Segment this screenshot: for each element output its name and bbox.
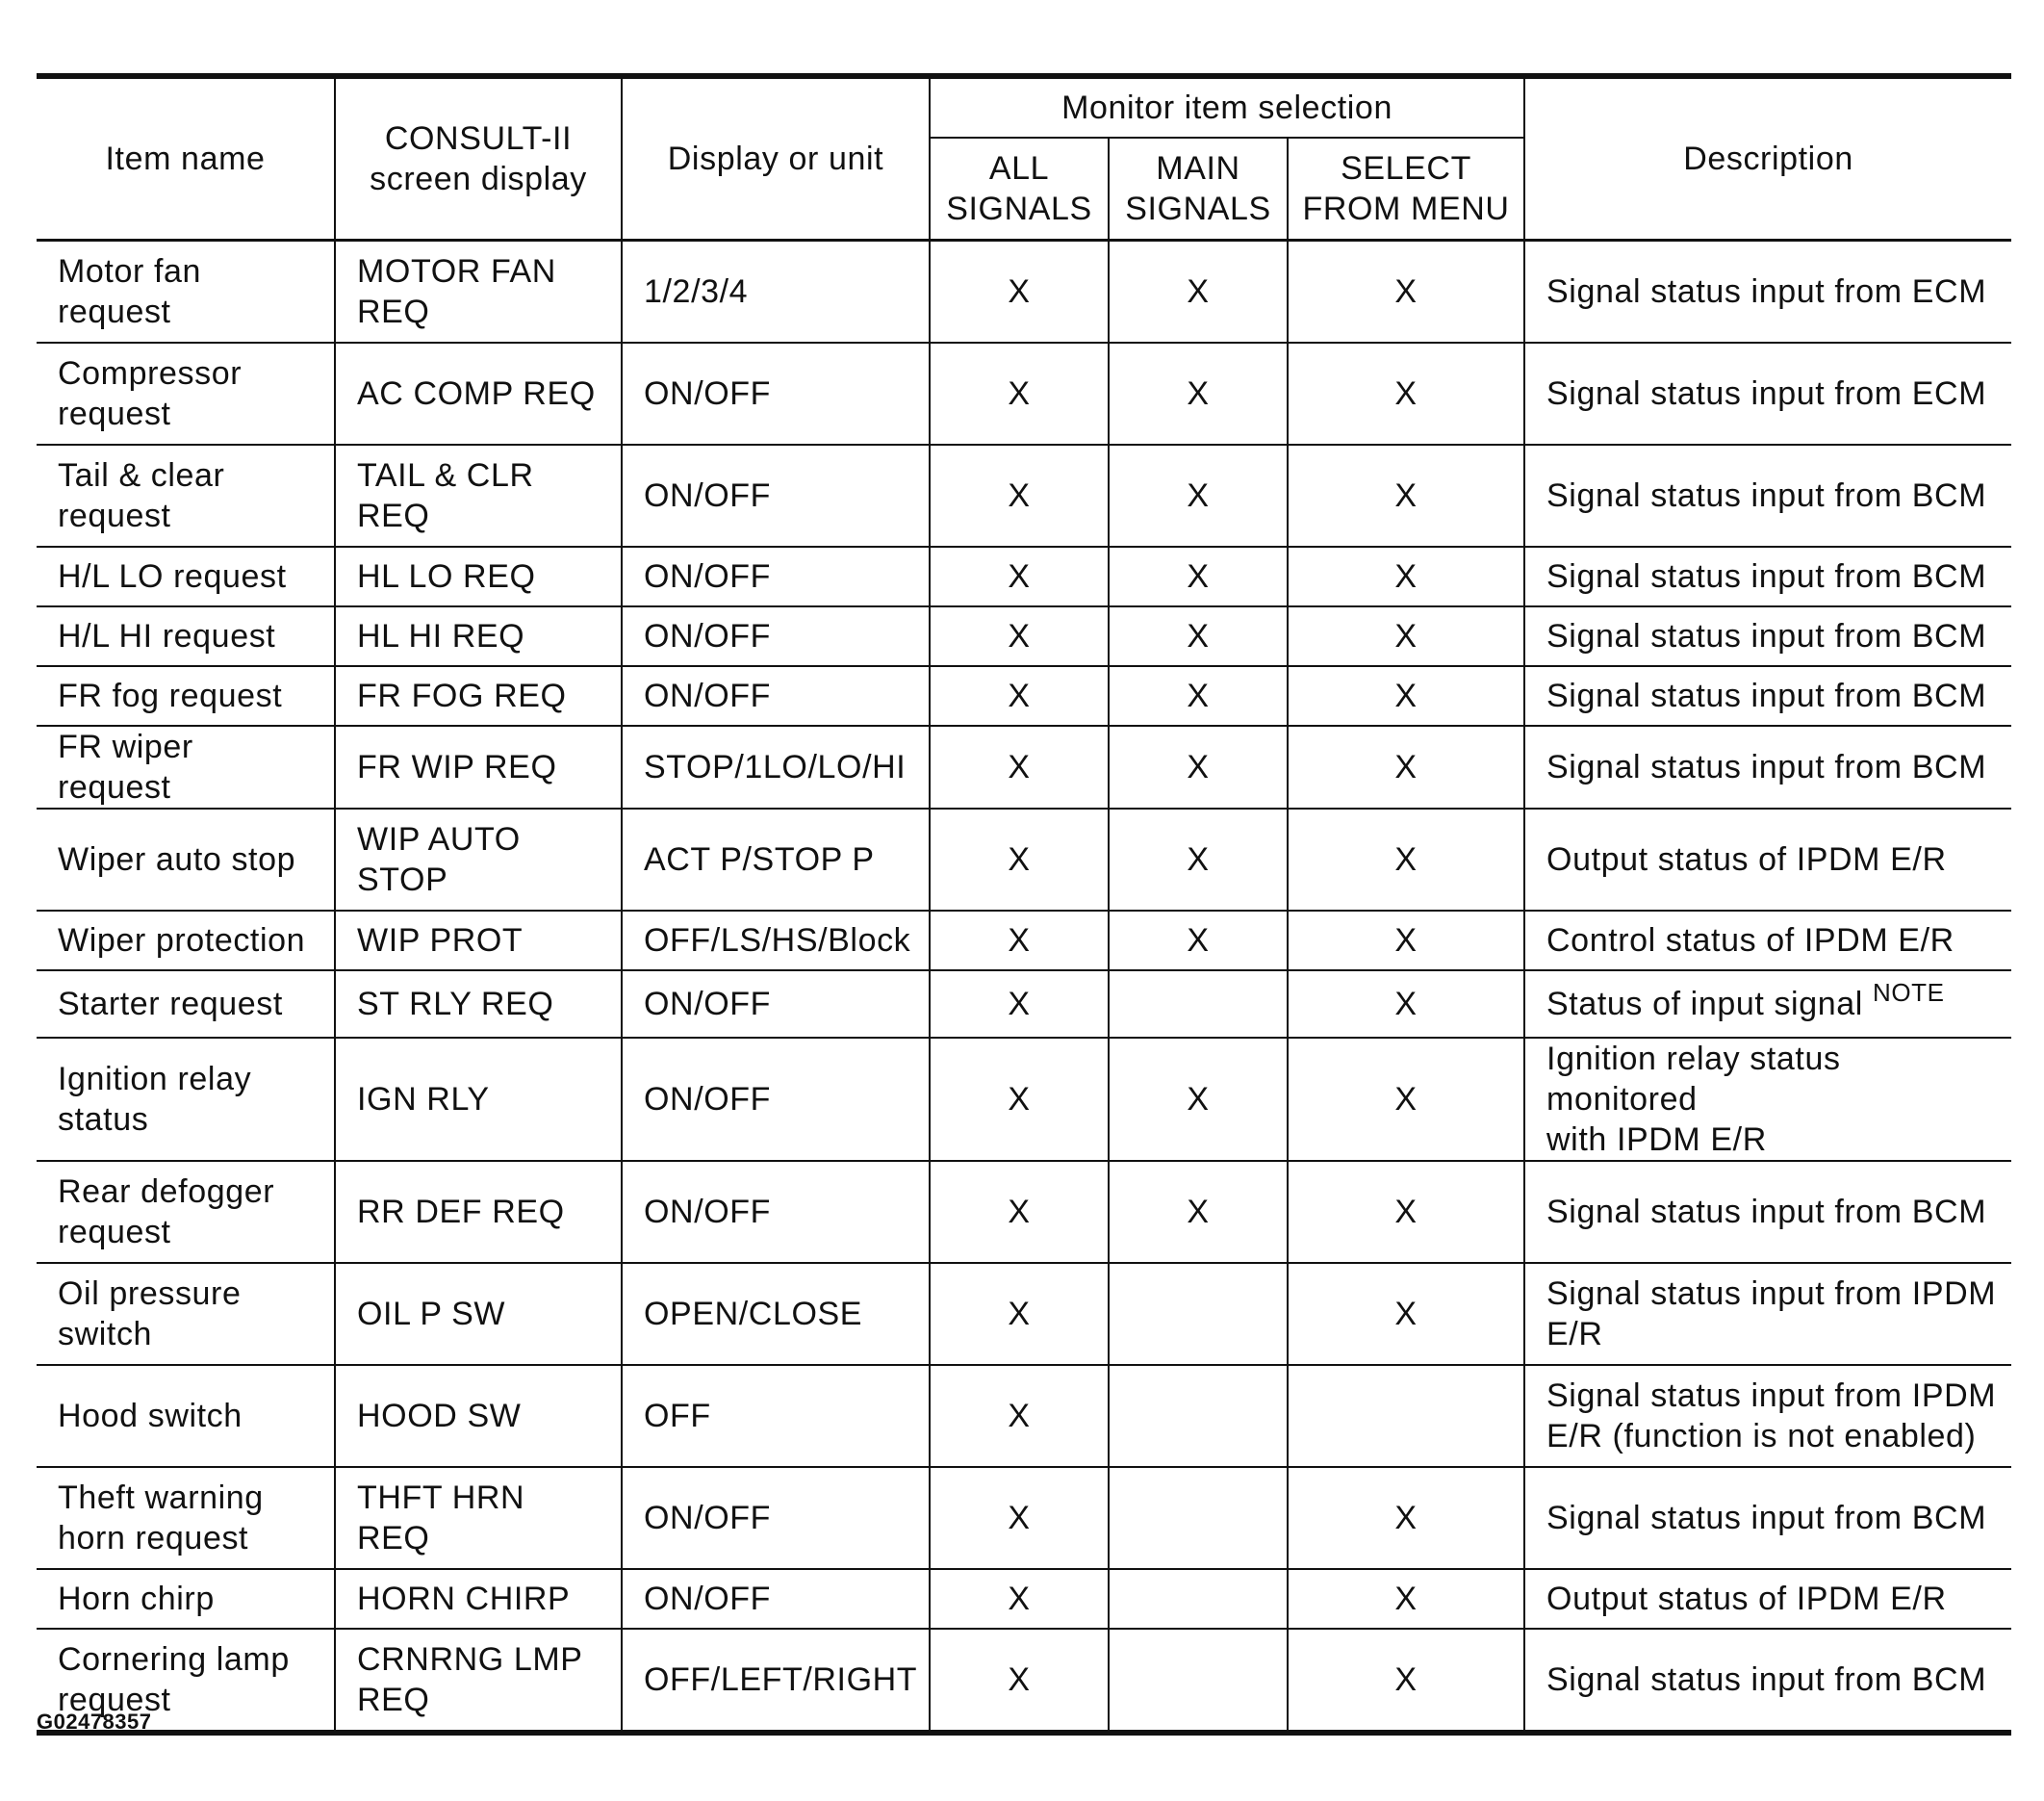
cell-select-from-menu	[1288, 1038, 1524, 1161]
cell-main-signals	[1109, 1467, 1288, 1569]
cell-description-text: Signal status input from IPDM E/R (function is not enabled)	[1546, 1377, 1997, 1454]
cell-display-unit	[622, 970, 930, 1038]
cell-description-text: Control status of IPDM E/R	[1546, 922, 1955, 959]
note-reference: NOTE	[1872, 978, 1945, 1007]
cell-all-signals	[930, 1038, 1109, 1161]
table-row	[37, 970, 2011, 1038]
table-row	[37, 241, 2011, 344]
cell-item-name	[37, 809, 335, 911]
cell-all-signals-text: X	[1008, 1194, 1031, 1230]
cell-item-name-text: Horn chirp	[58, 1581, 215, 1617]
cell-item-name	[37, 1569, 335, 1629]
cell-all-signals-text: X	[1008, 922, 1031, 959]
cell-select-from-menu-text: X	[1394, 1194, 1418, 1230]
cell-consult-display	[335, 1467, 622, 1569]
cell-display-unit-text: ON/OFF	[644, 1581, 772, 1617]
header-consult-display: CONSULT-II screen display	[335, 76, 622, 241]
cell-display-unit-text: ON/OFF	[644, 477, 772, 514]
cell-consult-display	[335, 1365, 622, 1467]
cell-select-from-menu-text: X	[1394, 749, 1418, 785]
cell-all-signals-text: X	[1008, 1581, 1031, 1617]
table-row	[37, 1569, 2011, 1629]
cell-display-unit	[622, 1263, 930, 1365]
cell-description	[1524, 606, 2011, 666]
cell-main-signals-text: X	[1187, 618, 1210, 655]
cell-main-signals-text: X	[1187, 1081, 1210, 1118]
cell-consult-display-text: MOTOR FAN REQ	[357, 253, 556, 330]
cell-select-from-menu-text: X	[1394, 986, 1418, 1022]
cell-main-signals-text: X	[1187, 922, 1210, 959]
cell-item-name	[37, 241, 335, 344]
cell-consult-display-text: WIP AUTO STOP	[357, 821, 521, 898]
cell-all-signals	[930, 1365, 1109, 1467]
cell-select-from-menu-text: X	[1394, 841, 1418, 878]
cell-consult-display	[335, 970, 622, 1038]
header-item-name: Item name	[37, 76, 335, 241]
cell-consult-display-text: AC COMP REQ	[357, 375, 596, 412]
cell-all-signals	[930, 445, 1109, 547]
cell-all-signals	[930, 1467, 1109, 1569]
cell-description-text: Signal status input from BCM	[1546, 477, 1987, 514]
cell-consult-display-text: WIP PROT	[357, 922, 524, 959]
cell-item-name	[37, 445, 335, 547]
cell-description	[1524, 1467, 2011, 1569]
cell-description	[1524, 1629, 2011, 1733]
cell-display-unit	[622, 726, 930, 809]
cell-main-signals	[1109, 1263, 1288, 1365]
cell-all-signals	[930, 241, 1109, 344]
cell-main-signals-text: X	[1187, 1194, 1210, 1230]
cell-select-from-menu-text: X	[1394, 678, 1418, 714]
cell-main-signals-text: X	[1187, 678, 1210, 714]
cell-display-unit	[622, 1365, 930, 1467]
cell-main-signals	[1109, 343, 1288, 445]
cell-select-from-menu	[1288, 726, 1524, 809]
cell-select-from-menu-text: X	[1394, 618, 1418, 655]
cell-item-name	[37, 343, 335, 445]
cell-description	[1524, 809, 2011, 911]
table-row	[37, 1629, 2011, 1733]
cell-description	[1524, 666, 2011, 726]
cell-item-name	[37, 547, 335, 606]
cell-description-text: Signal status input from BCM	[1546, 1661, 1987, 1698]
cell-display-unit	[622, 666, 930, 726]
cell-item-name	[37, 1263, 335, 1365]
cell-display-unit-text: ON/OFF	[644, 1500, 772, 1536]
cell-select-from-menu	[1288, 343, 1524, 445]
cell-display-unit-text: ON/OFF	[644, 618, 772, 655]
header-description: Description	[1524, 76, 2011, 241]
table-row	[37, 1365, 2011, 1467]
cell-item-name-text: Motor fan request	[58, 253, 202, 330]
cell-consult-display	[335, 1569, 622, 1629]
cell-item-name-text: Starter request	[58, 986, 283, 1022]
cell-all-signals	[930, 606, 1109, 666]
table-row	[37, 1038, 2011, 1161]
cell-description	[1524, 1161, 2011, 1263]
cell-all-signals	[930, 343, 1109, 445]
cell-main-signals-text: X	[1187, 273, 1210, 310]
table-row	[37, 666, 2011, 726]
cell-consult-display-text: FR FOG REQ	[357, 678, 567, 714]
cell-main-signals	[1109, 970, 1288, 1038]
cell-select-from-menu	[1288, 547, 1524, 606]
cell-item-name-text: Theft warning horn request	[58, 1479, 264, 1557]
cell-select-from-menu	[1288, 1467, 1524, 1569]
cell-select-from-menu	[1288, 1263, 1524, 1365]
monitor-item-table-container	[37, 73, 2011, 1736]
cell-main-signals	[1109, 1038, 1288, 1161]
cell-main-signals	[1109, 1161, 1288, 1263]
cell-all-signals	[930, 970, 1109, 1038]
cell-consult-display-text: HORN CHIRP	[357, 1581, 571, 1617]
cell-display-unit-text: ON/OFF	[644, 375, 772, 412]
cell-consult-display	[335, 666, 622, 726]
cell-description-text: Signal status input from BCM	[1546, 618, 1987, 655]
cell-display-unit-text: ON/OFF	[644, 986, 772, 1022]
cell-description	[1524, 1365, 2011, 1467]
cell-consult-display-text: HL HI REQ	[357, 618, 525, 655]
cell-select-from-menu-text: X	[1394, 1500, 1418, 1536]
cell-all-signals	[930, 809, 1109, 911]
cell-select-from-menu-text: X	[1394, 477, 1418, 514]
cell-display-unit	[622, 1569, 930, 1629]
cell-display-unit-text: 1/2/3/4	[644, 273, 749, 310]
cell-select-from-menu	[1288, 1365, 1524, 1467]
cell-description	[1524, 343, 2011, 445]
cell-description-text: Signal status input from IPDM E/R	[1546, 1275, 1997, 1352]
table-row	[37, 445, 2011, 547]
cell-main-signals	[1109, 1365, 1288, 1467]
cell-item-name-text: Hood switch	[58, 1398, 243, 1434]
cell-consult-display-text: HOOD SW	[357, 1398, 522, 1434]
cell-consult-display	[335, 1263, 622, 1365]
table-row	[37, 726, 2011, 809]
cell-consult-display	[335, 1629, 622, 1733]
cell-select-from-menu	[1288, 606, 1524, 666]
cell-select-from-menu	[1288, 666, 1524, 726]
cell-main-signals	[1109, 1629, 1288, 1733]
cell-consult-display	[335, 911, 622, 970]
cell-select-from-menu	[1288, 1629, 1524, 1733]
header-main-signals: MAIN SIGNALS	[1109, 138, 1288, 241]
table-row	[37, 1161, 2011, 1263]
cell-display-unit	[622, 241, 930, 344]
cell-description-text: Signal status input from BCM	[1546, 1194, 1987, 1230]
cell-all-signals	[930, 1629, 1109, 1733]
cell-main-signals	[1109, 1569, 1288, 1629]
cell-select-from-menu-text: X	[1394, 273, 1418, 310]
cell-description-text: Signal status input from BCM	[1546, 558, 1987, 595]
cell-select-from-menu-text: X	[1394, 1661, 1418, 1698]
cell-main-signals	[1109, 726, 1288, 809]
cell-item-name-text: Wiper protection	[58, 922, 306, 959]
cell-consult-display	[335, 606, 622, 666]
cell-description	[1524, 1038, 2011, 1161]
header-monitor-item-selection: Monitor item selection	[930, 76, 1524, 138]
cell-select-from-menu	[1288, 445, 1524, 547]
table-row	[37, 1467, 2011, 1569]
cell-consult-display-text: OIL P SW	[357, 1296, 506, 1332]
cell-item-name	[37, 1038, 335, 1161]
cell-item-name-text: Tail & clear request	[58, 457, 225, 534]
cell-main-signals	[1109, 241, 1288, 344]
cell-item-name-text: Ignition relay status	[58, 1061, 252, 1138]
table-row	[37, 809, 2011, 911]
cell-all-signals-text: X	[1008, 678, 1031, 714]
cell-all-signals-text: X	[1008, 1500, 1031, 1536]
cell-all-signals-text: X	[1008, 1081, 1031, 1118]
cell-display-unit	[622, 809, 930, 911]
cell-consult-display	[335, 1161, 622, 1263]
cell-main-signals	[1109, 809, 1288, 911]
cell-consult-display-text: HL LO REQ	[357, 558, 536, 595]
cell-all-signals	[930, 726, 1109, 809]
cell-all-signals-text: X	[1008, 1398, 1031, 1434]
cell-all-signals-text: X	[1008, 841, 1031, 878]
cell-consult-display	[335, 445, 622, 547]
cell-display-unit-text: OFF	[644, 1398, 711, 1434]
cell-select-from-menu-text: X	[1394, 375, 1418, 412]
cell-item-name-text: H/L LO request	[58, 558, 287, 595]
cell-consult-display	[335, 241, 622, 344]
table-body	[37, 241, 2011, 1734]
cell-display-unit-text: ON/OFF	[644, 1081, 772, 1118]
cell-select-from-menu-text: X	[1394, 1296, 1418, 1332]
cell-description-text: Output status of IPDM E/R	[1546, 1581, 1947, 1617]
monitor-item-table	[37, 73, 2011, 1736]
cell-select-from-menu-text: X	[1394, 922, 1418, 959]
cell-consult-display-text: TAIL & CLR REQ	[357, 457, 534, 534]
header-select-from-menu: SELECT FROM MENU	[1288, 138, 1524, 241]
cell-description-text: Output status of IPDM E/R	[1546, 841, 1947, 878]
cell-main-signals	[1109, 547, 1288, 606]
cell-main-signals-text: X	[1187, 477, 1210, 514]
cell-all-signals-text: X	[1008, 1296, 1031, 1332]
cell-select-from-menu	[1288, 1161, 1524, 1263]
cell-all-signals	[930, 1161, 1109, 1263]
cell-description	[1524, 911, 2011, 970]
cell-consult-display	[335, 726, 622, 809]
cell-select-from-menu	[1288, 809, 1524, 911]
cell-all-signals-text: X	[1008, 618, 1031, 655]
cell-item-name-text: Compressor request	[58, 355, 243, 432]
cell-all-signals	[930, 911, 1109, 970]
cell-all-signals-text: X	[1008, 477, 1031, 514]
cell-display-unit-text: ON/OFF	[644, 1194, 772, 1230]
cell-all-signals	[930, 1569, 1109, 1629]
cell-description-text: Status of input signal	[1546, 986, 1873, 1022]
cell-all-signals-text: X	[1008, 1661, 1031, 1698]
cell-description	[1524, 547, 2011, 606]
cell-description	[1524, 241, 2011, 344]
cell-all-signals-text: X	[1008, 273, 1031, 310]
cell-description-text: Signal status input from BCM	[1546, 749, 1987, 785]
cell-item-name	[37, 1161, 335, 1263]
table-row	[37, 343, 2011, 445]
cell-select-from-menu	[1288, 241, 1524, 344]
cell-consult-display	[335, 343, 622, 445]
table-row	[37, 606, 2011, 666]
cell-main-signals	[1109, 445, 1288, 547]
cell-all-signals-text: X	[1008, 558, 1031, 595]
cell-item-name-text: FR wiper request	[58, 729, 193, 806]
cell-display-unit-text: STOP/1LO/LO/HI	[644, 749, 907, 785]
cell-description	[1524, 970, 2011, 1038]
cell-item-name	[37, 666, 335, 726]
cell-main-signals-text: X	[1187, 841, 1210, 878]
cell-item-name-text: FR fog request	[58, 678, 283, 714]
figure-id: G02478357	[37, 1710, 152, 1734]
cell-item-name	[37, 1365, 335, 1467]
cell-description-text: Signal status input from BCM	[1546, 1500, 1987, 1536]
cell-display-unit	[622, 1467, 930, 1569]
cell-display-unit-text: ON/OFF	[644, 678, 772, 714]
cell-item-name-text: Oil pressure switch	[58, 1275, 242, 1352]
cell-consult-display-text: RR DEF REQ	[357, 1194, 565, 1230]
cell-consult-display-text: IGN RLY	[357, 1081, 490, 1118]
cell-display-unit	[622, 911, 930, 970]
cell-description-text: Ignition relay status monitored with IPDM E/R	[1546, 1041, 1841, 1158]
cell-display-unit	[622, 547, 930, 606]
cell-description	[1524, 1569, 2011, 1629]
cell-consult-display-text: FR WIP REQ	[357, 749, 557, 785]
cell-display-unit-text: ACT P/STOP P	[644, 841, 875, 878]
cell-consult-display-text: ST RLY REQ	[357, 986, 554, 1022]
cell-select-from-menu-text: X	[1394, 558, 1418, 595]
cell-consult-display-text: CRNRNG LMP REQ	[357, 1641, 583, 1718]
cell-consult-display	[335, 1038, 622, 1161]
header-all-signals: ALL SIGNALS	[930, 138, 1109, 241]
cell-all-signals-text: X	[1008, 749, 1031, 785]
cell-select-from-menu	[1288, 911, 1524, 970]
cell-main-signals-text: X	[1187, 558, 1210, 595]
cell-display-unit	[622, 343, 930, 445]
cell-select-from-menu	[1288, 970, 1524, 1038]
cell-description	[1524, 726, 2011, 809]
cell-display-unit-text: OFF/LS/HS/Block	[644, 922, 911, 959]
cell-item-name	[37, 911, 335, 970]
cell-all-signals	[930, 666, 1109, 726]
cell-item-name-text: H/L HI request	[58, 618, 276, 655]
table-row	[37, 911, 2011, 970]
cell-main-signals-text: X	[1187, 749, 1210, 785]
cell-consult-display	[335, 809, 622, 911]
cell-display-unit	[622, 445, 930, 547]
cell-display-unit	[622, 1038, 930, 1161]
table-row	[37, 547, 2011, 606]
cell-select-from-menu-text: X	[1394, 1581, 1418, 1617]
cell-description	[1524, 445, 2011, 547]
cell-all-signals	[930, 1263, 1109, 1365]
cell-display-unit	[622, 606, 930, 666]
cell-all-signals	[930, 547, 1109, 606]
cell-item-name-text: Rear defogger request	[58, 1173, 275, 1250]
cell-item-name	[37, 606, 335, 666]
cell-main-signals	[1109, 911, 1288, 970]
cell-all-signals-text: X	[1008, 986, 1031, 1022]
cell-display-unit	[622, 1161, 930, 1263]
cell-item-name-text: Cornering lamp request	[58, 1641, 290, 1718]
cell-item-name-text: Wiper auto stop	[58, 841, 296, 878]
cell-main-signals	[1109, 606, 1288, 666]
cell-consult-display-text: THFT HRN REQ	[357, 1479, 525, 1557]
cell-select-from-menu-text: X	[1394, 1081, 1418, 1118]
cell-display-unit-text: ON/OFF	[644, 558, 772, 595]
cell-description-text: Signal status input from BCM	[1546, 678, 1987, 714]
cell-all-signals-text: X	[1008, 375, 1031, 412]
cell-display-unit-text: OFF/LEFT/RIGHT	[644, 1661, 918, 1698]
cell-item-name	[37, 726, 335, 809]
cell-main-signals	[1109, 666, 1288, 726]
header-display-unit: Display or unit	[622, 76, 930, 241]
cell-consult-display	[335, 547, 622, 606]
cell-main-signals-text: X	[1187, 375, 1210, 412]
cell-display-unit	[622, 1629, 930, 1733]
cell-description	[1524, 1263, 2011, 1365]
cell-select-from-menu	[1288, 1569, 1524, 1629]
cell-description-text: Signal status input from ECM	[1546, 375, 1987, 412]
cell-item-name	[37, 1467, 335, 1569]
table-row	[37, 1263, 2011, 1365]
cell-description-text: Signal status input from ECM	[1546, 273, 1987, 310]
cell-item-name	[37, 970, 335, 1038]
cell-display-unit-text: OPEN/CLOSE	[644, 1296, 863, 1332]
